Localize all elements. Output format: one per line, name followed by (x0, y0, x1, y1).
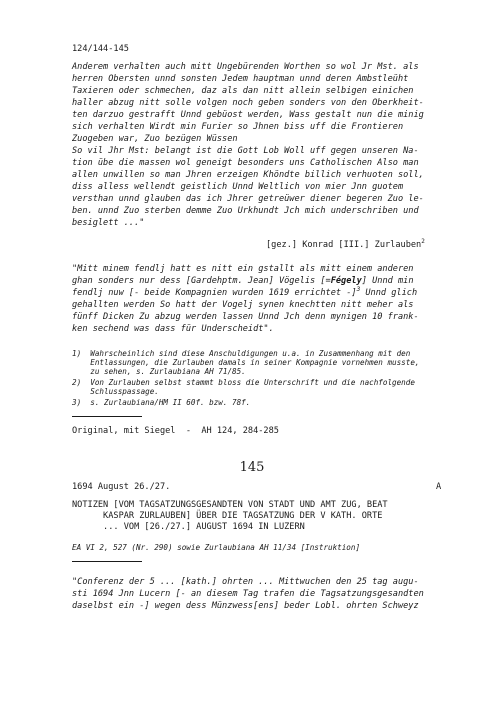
title-line: ... VOM [26./27.] AUGUST 1694 IN LUZERN (72, 522, 305, 532)
footnote-marker: 2 (421, 238, 425, 246)
text-line: diss alless wellendt geistlich Unnd Weltlich von mier Jnn guotem (72, 182, 404, 192)
entry-date: 1694 August 26./27. (72, 482, 171, 492)
text-line: versthan unnd glauben das ich Jhrer getreüwer diener begeren Zuo le- (72, 194, 424, 204)
text-line: gehallten werden So hatt der Vogelj synen knechtten nitt meher als (72, 300, 414, 310)
text-line: "Conferenz der 5 ... [kath.] ohrten ... Mittwuchen den 25 tag augu- (72, 577, 419, 587)
title-line: KASPAR ZURLAUBEN] ÜBER DIE TAGSATZUNG DER V KATH. ORTE (72, 511, 383, 521)
text-line: Taxieren oder schmechen, daz als dan nitt allein selbigen einichen (72, 86, 414, 96)
footnote: 2) Von Zurlauben selbst stammt bloss die Unterschrift und die nachfolgende (72, 378, 415, 387)
page-reference: 124/144-145 (72, 44, 129, 54)
separator-rule (72, 416, 142, 417)
footnote: Schlusspassage. (72, 387, 159, 396)
footnote: 3) s. Zurlaubiana/HM II 60f. bzw. 78f. (72, 398, 251, 407)
separator-rule (72, 561, 142, 562)
signature-text: [gez.] Konrad [III.] Zurlauben (266, 240, 422, 250)
text-line: allen unwillen so man Jhren erzeigen Khöndte billich verhuoten soll, (72, 170, 424, 180)
footnote-marker: 3 (356, 286, 361, 294)
text-line: tion übe die massen wol geneigt besonders uns Catholischen Also man (72, 158, 419, 168)
source-note: Original, mit Siegel - AH 124, 284-285 (72, 426, 279, 436)
text-line: ten darzuo gestrafft Unnd gebüost werden, Wass gestalt nun die minig (72, 110, 424, 120)
entry-number: 145 (239, 460, 265, 475)
text-line: ken sechend was dass für Underscheidt". (72, 324, 274, 334)
footnote: zu sehen, s. Zurlaubiana AH 71/85. (72, 367, 246, 376)
signature (266, 240, 425, 250)
text-line: herren Obersten unnd sonsten Jedem hauptman unnd deren Ambstleüht (72, 74, 409, 84)
text-line: daselbst ein -] wegen dess Münzwess[ens] beder Lobl. ohrten Schweyz (72, 601, 419, 611)
text-line: haller abzug nitt solle volgen noch geben sonders von den Oberkheit- (72, 98, 424, 108)
text-line: sti 1694 Jnn Lucern [- an diesem Tag trafen die Tagsatzungsgesandten (72, 589, 424, 599)
text-line: Anderem verhalten auch mitt Ungebürenden Worthen so wol Jr Mst. als (72, 62, 419, 72)
text-line: So vil Jhr Mst: belangt ist die Gott Lob Woll uff gegen unseren Na- (72, 146, 419, 156)
entry-letter: A (436, 482, 442, 492)
entry-source: EA VI 2, 527 (Nr. 290) sowie Zurlaubiana AH 11/34 [Instruktion] (72, 543, 361, 552)
title-line: NOTIZEN [VOM TAGSATZUNGSGESANDTEN VON STADT UND AMT ZUG, BEAT (72, 500, 388, 510)
text-line: "Mitt minem fendlj hatt es nitt ein gstallt als mitt einem anderen (72, 264, 414, 274)
footnote: 1) Wahrscheinlich sind diese Anschuldigungen u.a. in Zusammenhang mit den (72, 349, 411, 358)
text-line: fendlj nuw [- beide Kompagnien wurden 1619 errichtet -]$^3$ Unnd glich (72, 286, 418, 298)
text-line: Zuogeben war, Zuo bezügen Wüssen (72, 134, 238, 144)
text-line: fünff Dicken Zu abzug werden lassen Unnd Jch denn mynigen 10 frank- (72, 312, 419, 322)
emphasized-name: Fégely (330, 276, 362, 286)
text-line: ben. unnd Zuo sterben demme Zuo Urkhundt Jch mich underschriben und (72, 206, 419, 216)
text-line: besiglett ..." (72, 218, 145, 228)
text-line: ghan sonders nur dess [Gardehptm. Jean] Vögelis [=Fégely] Unnd min (72, 276, 414, 286)
footnote: Entlassungen, die Zurlauben damals in seiner Kompagnie vornehmen musste, (72, 358, 420, 367)
text-line: sich verhalten Wirdt min Furier so Jhnen biss uff die Frontieren (72, 122, 404, 132)
